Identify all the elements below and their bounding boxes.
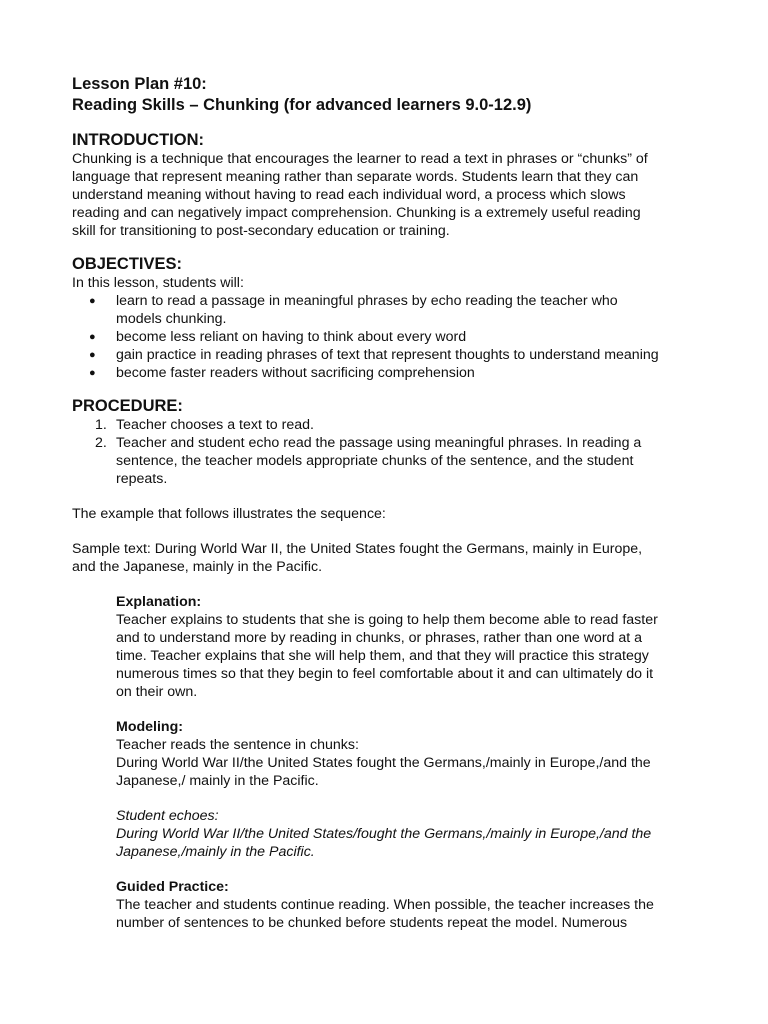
example-intro: The example that follows illustrates the sequence: — [72, 506, 386, 522]
procedure-section — [72, 396, 702, 576]
step-text: Teacher chooses a text to read. — [116, 417, 314, 433]
list-item — [72, 364, 702, 382]
list-item-text: learn to read a passage in meaningful phrases by echo reading the teacher who — [116, 293, 618, 309]
explanation-line: and to understand more by reading in chunks, or phrases, rather than one word at a — [116, 630, 643, 646]
procedure-heading: PROCEDURE: — [72, 397, 183, 415]
modeling-section — [116, 718, 702, 861]
introduction-section — [72, 130, 702, 240]
bullet-icon: ● — [89, 367, 96, 379]
explanation-section — [116, 593, 702, 701]
objectives-list — [72, 292, 702, 382]
document-title — [72, 74, 702, 116]
introduction-heading: INTRODUCTION: — [72, 131, 204, 149]
step-number: 2. — [95, 435, 107, 451]
list-item-text: models chunking. — [116, 311, 227, 327]
list-item — [72, 292, 702, 328]
explanation-heading: Explanation: — [116, 594, 202, 610]
explanation-line: numerous times so that they begin to feel comfortable about it and can ultimately do it — [116, 666, 654, 682]
bullet-icon: ● — [89, 349, 96, 361]
bullet-icon: ● — [89, 331, 96, 343]
modeling-line: During World War II/the United States fought the Germans,/mainly in Europe,/and the — [116, 755, 651, 771]
objectives-section — [72, 254, 702, 382]
step-text: sentence, the teacher models appropriate chunks of the sentence, and the student — [116, 453, 634, 469]
intro-line: reading and can negatively impact comprehension. Chunking is a extremely useful reading — [72, 205, 641, 221]
procedure-steps — [72, 416, 702, 488]
list-item-text: become less reliant on having to think about every word — [116, 329, 467, 345]
list-item — [72, 328, 702, 346]
student-echoes-label: Student echoes: — [116, 808, 219, 824]
intro-line: language that represent meaning rather than separate words. Students learn that they can — [72, 169, 639, 185]
objectives-heading: OBJECTIVES: — [72, 255, 183, 273]
guided-practice-heading: Guided Practice: — [116, 879, 229, 895]
intro-line: skill for transitioning to post-secondary education or training. — [72, 223, 450, 239]
title-line-1: Lesson Plan #10: — [72, 75, 207, 93]
list-item — [72, 346, 702, 364]
bullet-icon: ● — [89, 295, 96, 307]
guided-practice-line: number of sentences to be chunked before students repeat the model. Numerous — [116, 915, 628, 931]
step-number: 1. — [95, 417, 107, 433]
list-item — [72, 434, 702, 488]
explanation-line: on their own. — [116, 684, 198, 700]
list-item-text: become faster readers without sacrificing comprehension — [116, 365, 475, 381]
objectives-intro: In this lesson, students will: — [72, 275, 244, 291]
modeling-line: Japanese,/ mainly in the Pacific. — [116, 773, 319, 789]
intro-line: Chunking is a technique that encourages the learner to read a text in phrases or “chunks” of — [72, 151, 648, 167]
list-item — [72, 416, 702, 434]
title-line-2: Reading Skills – Chunking (for advanced learners 9.0-12.9) — [72, 96, 532, 114]
student-echo-line: During World War II/the United States/fought the Germans,/mainly in Europe,/and the — [116, 826, 652, 842]
sample-text-line: and the Japanese, mainly in the Pacific. — [72, 559, 323, 575]
intro-line: understand meaning without having to read each individual word, a process which slows — [72, 187, 626, 203]
modeling-heading: Modeling: — [116, 719, 183, 735]
student-echo-line: Japanese,/mainly in the Pacific. — [116, 844, 315, 860]
explanation-line: Teacher explains to students that she is going to help them become able to read faster — [116, 612, 658, 628]
step-text: repeats. — [116, 471, 168, 487]
guided-practice-section — [116, 878, 702, 932]
step-text: Teacher and student echo read the passage using meaningful phrases. In reading a — [116, 435, 642, 451]
modeling-line: Teacher reads the sentence in chunks: — [116, 737, 359, 753]
sample-text-line: Sample text: During World War II, the United States fought the Germans, mainly in Europe, — [72, 541, 643, 557]
list-item-text: gain practice in reading phrases of text that represent thoughts to understand meaning — [116, 347, 659, 363]
explanation-line: time. Teacher explains that she will help them, and that they will practice this strategy — [116, 648, 649, 664]
guided-practice-line: The teacher and students continue reading. When possible, the teacher increases the — [116, 897, 654, 913]
lesson-plan-page — [72, 74, 702, 932]
